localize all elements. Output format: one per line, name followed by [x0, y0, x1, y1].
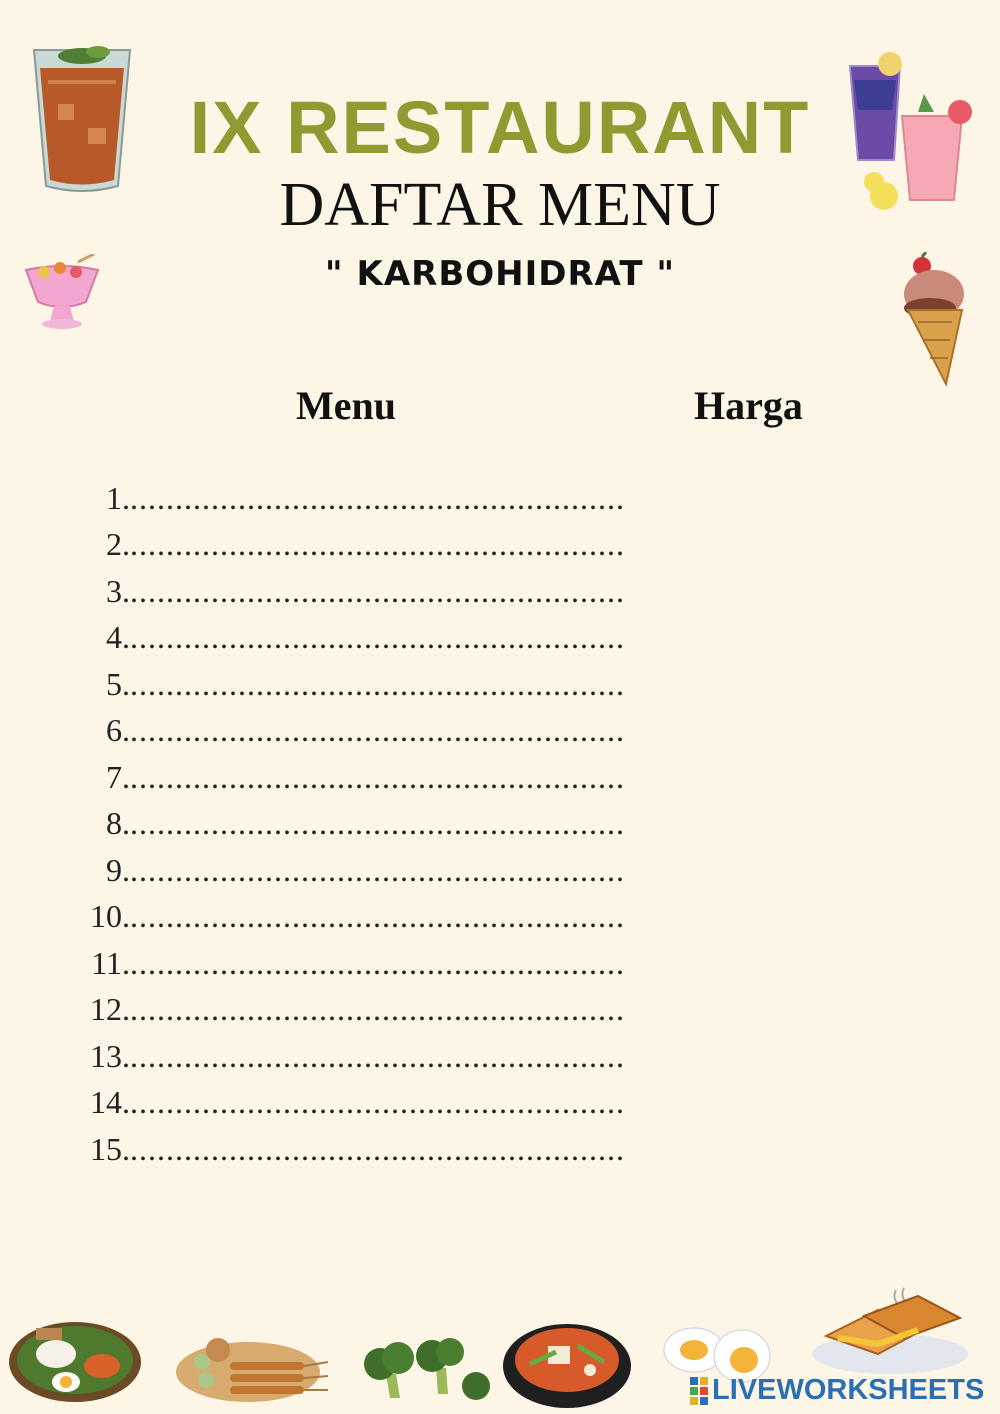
restaurant-title: IX RESTAURANT	[189, 86, 811, 169]
entry-number: 5.	[106, 665, 130, 702]
entry-number: 13.	[90, 1037, 130, 1074]
entry-number: 7.	[106, 758, 130, 795]
category-label: " KARBOHIDRAT "	[324, 254, 676, 294]
entry-number: 8.	[106, 805, 130, 841]
menu-list-title: DAFTAR MENU	[279, 171, 721, 239]
entry-number: 10.	[90, 898, 130, 934]
entry-blank[interactable]: .......................................................	[130, 1084, 625, 1120]
menu-entry-line[interactable]	[80, 749, 628, 796]
menu-column-header: Menu	[296, 383, 396, 428]
entry-number: 12.	[90, 991, 130, 1027]
menu-entry-line[interactable]	[80, 889, 628, 936]
menu-entry-line[interactable]	[80, 1075, 628, 1122]
entry-blank[interactable]: .......................................................	[130, 619, 625, 655]
menu-entry-line[interactable]	[80, 796, 628, 843]
entry-number: 3.	[106, 572, 130, 609]
menu-entry-line[interactable]	[80, 703, 628, 750]
entry-blank[interactable]: .......................................................	[130, 526, 625, 562]
menu-entry-line[interactable]	[80, 656, 628, 703]
toast-sandwich-icon	[808, 1282, 972, 1376]
menu-entry-line[interactable]	[80, 982, 628, 1029]
entry-number: 4.	[106, 619, 130, 655]
entry-blank[interactable]: .......................................................	[130, 1037, 625, 1074]
price-column-header: Harga	[694, 383, 803, 428]
liveworksheets-brand	[690, 1374, 984, 1407]
brand-text[interactable]: LIVEWORKSHEETS	[712, 1374, 985, 1406]
menu-entry-line[interactable]	[80, 470, 628, 517]
entry-blank[interactable]: .......................................................	[130, 851, 625, 888]
entry-blank[interactable]: .......................................................	[130, 1130, 625, 1167]
entry-blank[interactable]: .......................................................	[130, 712, 625, 748]
menu-entry-line[interactable]	[80, 1121, 628, 1168]
entry-blank[interactable]: .......................................................	[130, 758, 625, 795]
entry-number: 6.	[106, 712, 130, 748]
entry-blank[interactable]: .......................................................	[130, 944, 625, 981]
rice-plate-icon	[6, 1310, 144, 1406]
entry-blank[interactable]: .......................................................	[130, 572, 625, 609]
entry-number: 2.	[106, 526, 130, 562]
menu-entry-line[interactable]	[80, 935, 628, 982]
entry-number: 15.	[90, 1130, 130, 1167]
entry-number: 9.	[106, 851, 130, 888]
liveworksheets-logo-icon	[690, 1377, 708, 1405]
menu-entry-line[interactable]	[80, 517, 628, 564]
menu-entry-line[interactable]	[80, 563, 628, 610]
entry-number: 14.	[90, 1084, 130, 1120]
satay-icon	[172, 1332, 332, 1404]
entry-blank[interactable]: .......................................................	[130, 665, 625, 702]
menu-entry-line[interactable]	[80, 842, 628, 889]
soup-bowl-icon	[500, 1316, 634, 1410]
entry-blank[interactable]: .......................................................	[130, 479, 625, 516]
entry-blank[interactable]: .......................................................	[130, 898, 625, 934]
entry-blank[interactable]: .......................................................	[130, 991, 625, 1027]
menu-entry-line[interactable]	[80, 1028, 628, 1075]
entry-number: 1.	[106, 479, 130, 516]
entry-number: 11.	[91, 944, 130, 981]
entry-blank[interactable]: .......................................................	[130, 805, 625, 841]
menu-entry-line[interactable]	[80, 610, 628, 657]
menu-entry-list	[80, 470, 628, 1168]
broccoli-icon	[356, 1334, 494, 1406]
